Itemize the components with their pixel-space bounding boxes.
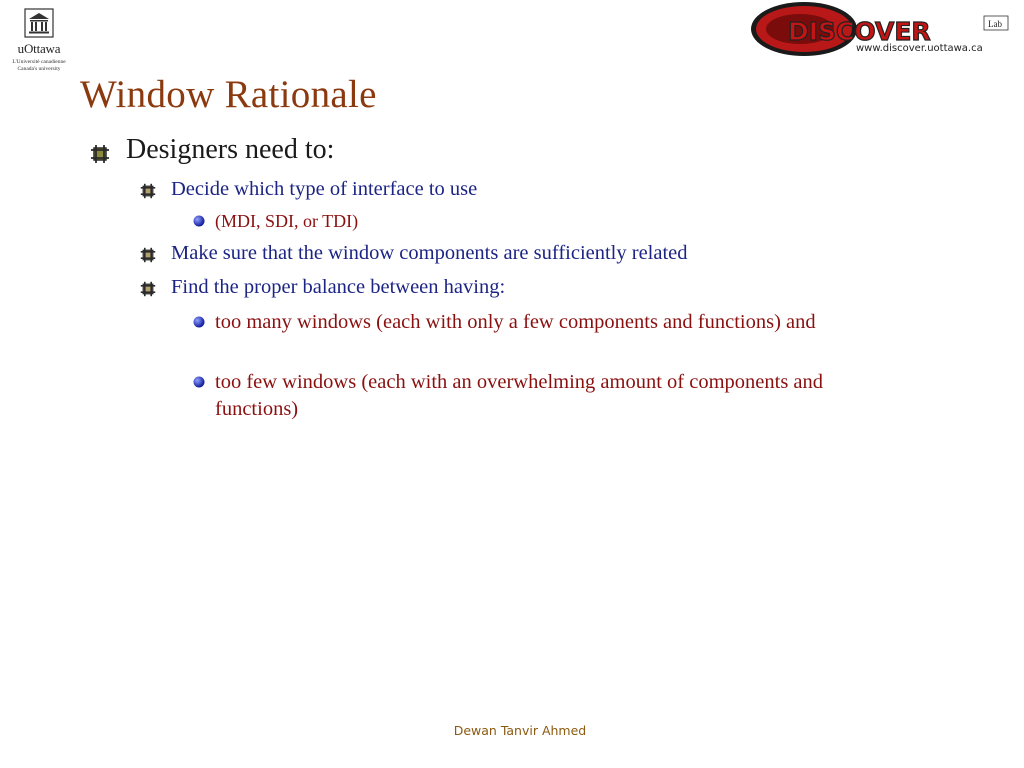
footer-author: Dewan Tanvir Ahmed: [453, 723, 587, 738]
uottawa-tagline-2: Canada's university: [17, 66, 61, 72]
square-bullet-icon: [140, 274, 171, 297]
bullet-level-2: [140, 240, 688, 267]
bullet-text: (MDI, SDI, or TDI): [215, 211, 359, 231]
bullet-level-2: [140, 274, 505, 301]
bullet-level-2: [140, 176, 477, 203]
bullet-text: Find the proper balance between having:: [171, 276, 506, 298]
bullet-text: Decide which type of interface to use: [171, 178, 478, 200]
bullet-level-1: [90, 135, 334, 165]
square-bullet-icon: [90, 135, 126, 164]
bullet-text: too few windows (each with an overwhelming amount of components and functions): [215, 371, 824, 420]
round-bullet-icon: [193, 208, 215, 227]
bullet-level-3: [193, 309, 973, 336]
bullet-level-3: [193, 208, 358, 235]
uottawa-tagline-1: L'Université canadienne: [12, 59, 66, 65]
uottawa-logo: [8, 8, 70, 73]
round-bullet-icon: [193, 369, 215, 388]
discover-lab-logo: [748, 0, 1010, 60]
square-bullet-icon: [140, 240, 171, 263]
discover-lab-label: Lab: [988, 19, 1002, 29]
bullet-text: Make sure that the window components are sufficiently related: [171, 242, 688, 264]
bullet-text: Designers need to:: [126, 134, 335, 165]
uottawa-name: uOttawa: [17, 41, 61, 56]
university-building-icon: [24, 8, 54, 38]
square-bullet-icon: [140, 176, 171, 199]
slide-title: Window Rationale: [80, 73, 377, 116]
bullet-level-3: [193, 369, 873, 423]
discover-url: www.discover.uottawa.ca: [856, 43, 983, 54]
round-bullet-icon: [193, 309, 215, 328]
discover-wordmark: DISCOVER: [788, 17, 931, 46]
bullet-text: too many windows (each with only a few components and functions) and: [215, 311, 816, 333]
